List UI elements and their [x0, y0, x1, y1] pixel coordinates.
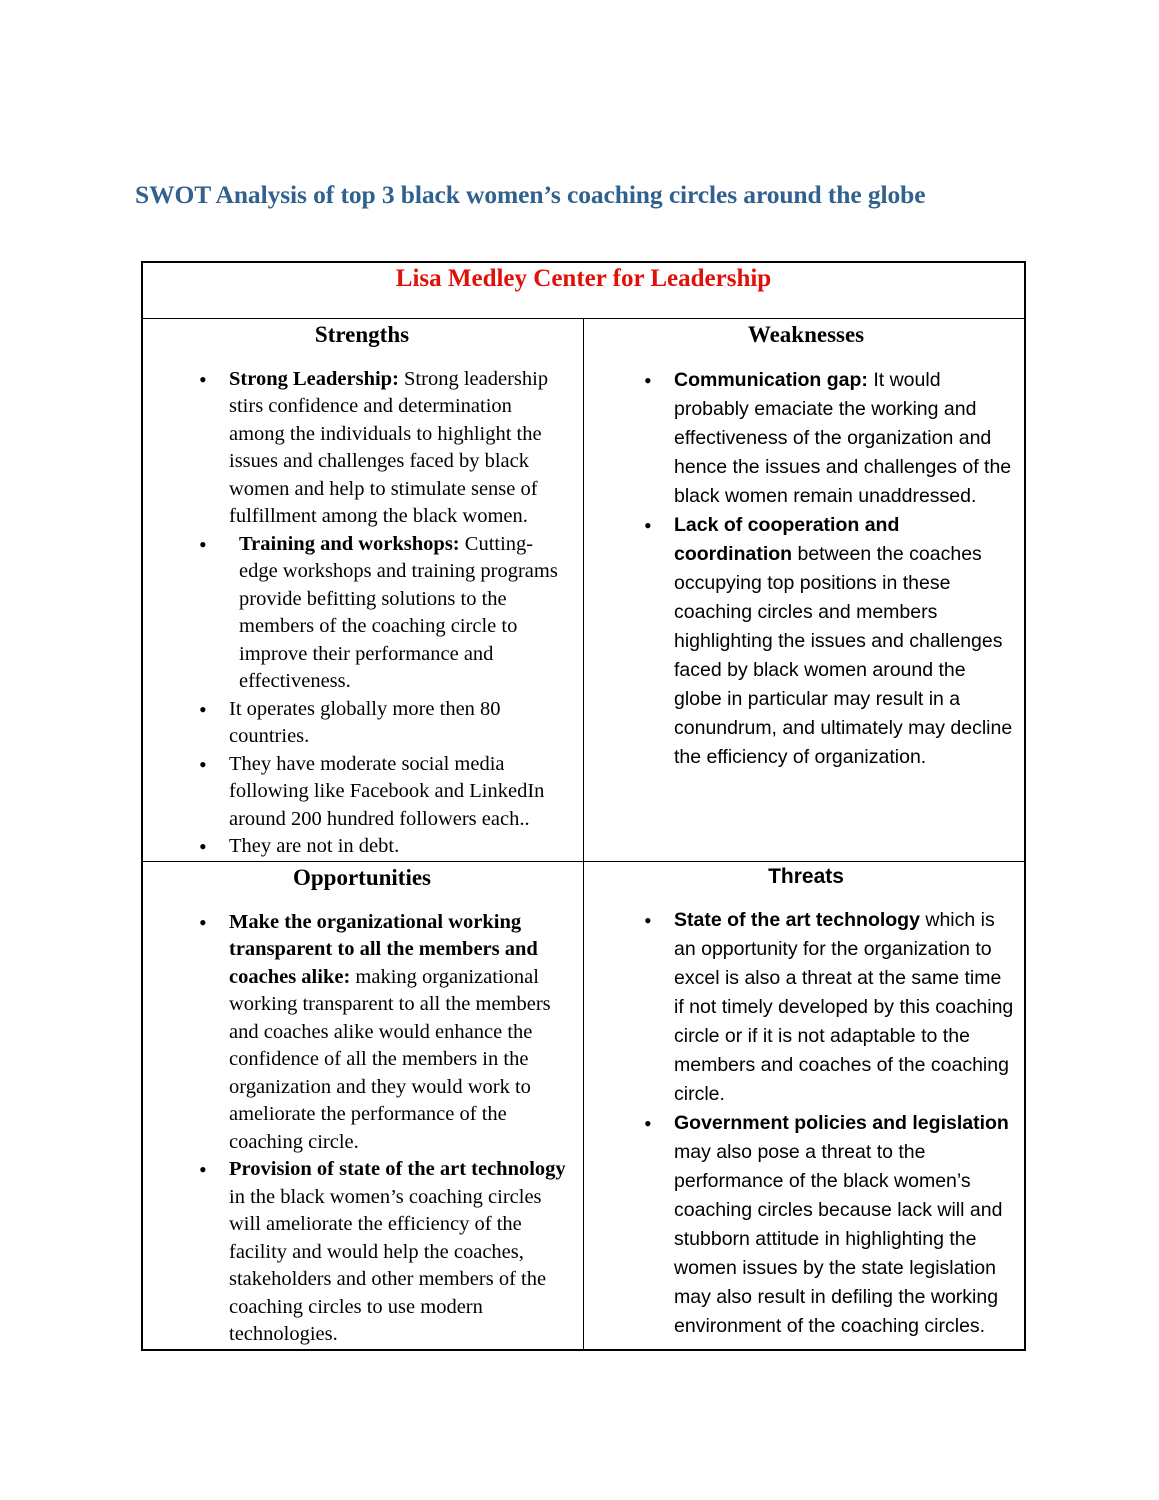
- bullet-text: between the coaches occupying top positions in these coaching circles and members highlighting the issues and challenges faced by black women around the globe in particular may result in a conundrum, and ultimately may decline the efficiency of organization.: [674, 542, 1013, 768]
- bullet-text: in the black women’s coaching circles will ameliorate the efficiency of the facility and would help the coaches, stakeholders and other members of the coaching circles to use modern technologies.: [229, 1185, 547, 1345]
- bullet-text: It operates globally more then 80 countries.: [229, 697, 501, 748]
- quadrant-strengths: [143, 319, 584, 862]
- bullet-text: making organizational working transparent to all the members and coaches alike would enhance the confidence of all the members in the organization and they would work to ameliorate the performance of the coaching circle.: [229, 965, 551, 1153]
- bullet-lead: Provision of state of the art technology: [229, 1158, 566, 1180]
- bullet-text: Strong leadership stirs confidence and determination among the individuals to highlight the issues and challenges faced by black women and help to stimulate sense of fulfillment among the black women.: [229, 367, 549, 528]
- table-row-opportunities-threats: [143, 861, 1025, 1349]
- organization-name: Lisa Medley Center for Leadership: [395, 265, 772, 292]
- bullet-lead: Strong Leadership:: [229, 367, 399, 390]
- bullet-lead: State of the art technology: [674, 909, 920, 931]
- quadrant-heading-opportunities: Opportunities: [292, 864, 432, 890]
- quadrant-threats: [584, 861, 1025, 1349]
- bullet-text: Cutting-edge workshops and training programs provide befitting solutions to the members of the coaching circle to improve their performance and effectiveness.: [239, 532, 558, 693]
- list-item: [598, 366, 1014, 511]
- strengths-bullet-list: [153, 366, 571, 861]
- bullet-text: They are not in debt.: [229, 835, 400, 858]
- list-item: [598, 1109, 1014, 1341]
- table-row-strengths-weaknesses: [143, 319, 1025, 862]
- quadrant-heading-threats: Threats: [768, 864, 844, 888]
- list-item: [153, 696, 571, 751]
- quadrant-opportunities: [143, 861, 584, 1349]
- bullet-text: may also pose a threat to the performance of the black women’s coaching circles because lack will and stubborn attitude in highlighting the women issues by the state legislation may also result in defiling the working environment of the coaching circles.: [674, 1141, 1003, 1337]
- bullet-lead: Make the organizational working transparent to all the members and coaches alike:: [229, 910, 538, 988]
- quadrant-weaknesses: [584, 319, 1025, 862]
- list-item: [153, 531, 571, 696]
- list-item: [153, 833, 571, 861]
- bullet-text: They have moderate social media following like Facebook and LinkedIn around 200 hundred followers each..: [229, 752, 545, 830]
- weaknesses-bullet-list: [598, 366, 1014, 772]
- swot-analysis-table: [141, 261, 1026, 1351]
- bullet-lead: Training and workshops:: [239, 532, 460, 555]
- quadrant-heading-strengths: Strengths: [314, 322, 410, 347]
- bullet-lead: Government policies and legislation: [674, 1112, 1009, 1134]
- list-item: [153, 1156, 571, 1349]
- list-item: [598, 511, 1014, 772]
- opportunities-bullet-list: [153, 909, 571, 1349]
- bullet-lead: Lack of cooperation and coordination: [674, 513, 900, 565]
- table-row-org-header: [143, 263, 1025, 319]
- bullet-lead: Communication gap:: [674, 368, 868, 391]
- list-item: [153, 751, 571, 834]
- list-item: [598, 906, 1014, 1109]
- quadrant-heading-weaknesses: Weaknesses: [747, 322, 865, 347]
- list-item: [153, 909, 571, 1157]
- bullet-text: which is an opportunity for the organization to excel is also a threat at the same time if not timely developed by this coaching circle or if it is not adaptable to the members and coaches of the coaching circle.: [674, 909, 1014, 1105]
- page-title: SWOT Analysis of top 3 black women’s coaching circles around the globe: [135, 180, 926, 209]
- list-item: [153, 366, 571, 531]
- bullet-text: It would probably emaciate the working and effectiveness of the organization and hence the issues and challenges of the black women remain unaddressed.: [674, 368, 1012, 507]
- threats-bullet-list: [598, 906, 1014, 1341]
- org-header-cell: [143, 263, 1025, 319]
